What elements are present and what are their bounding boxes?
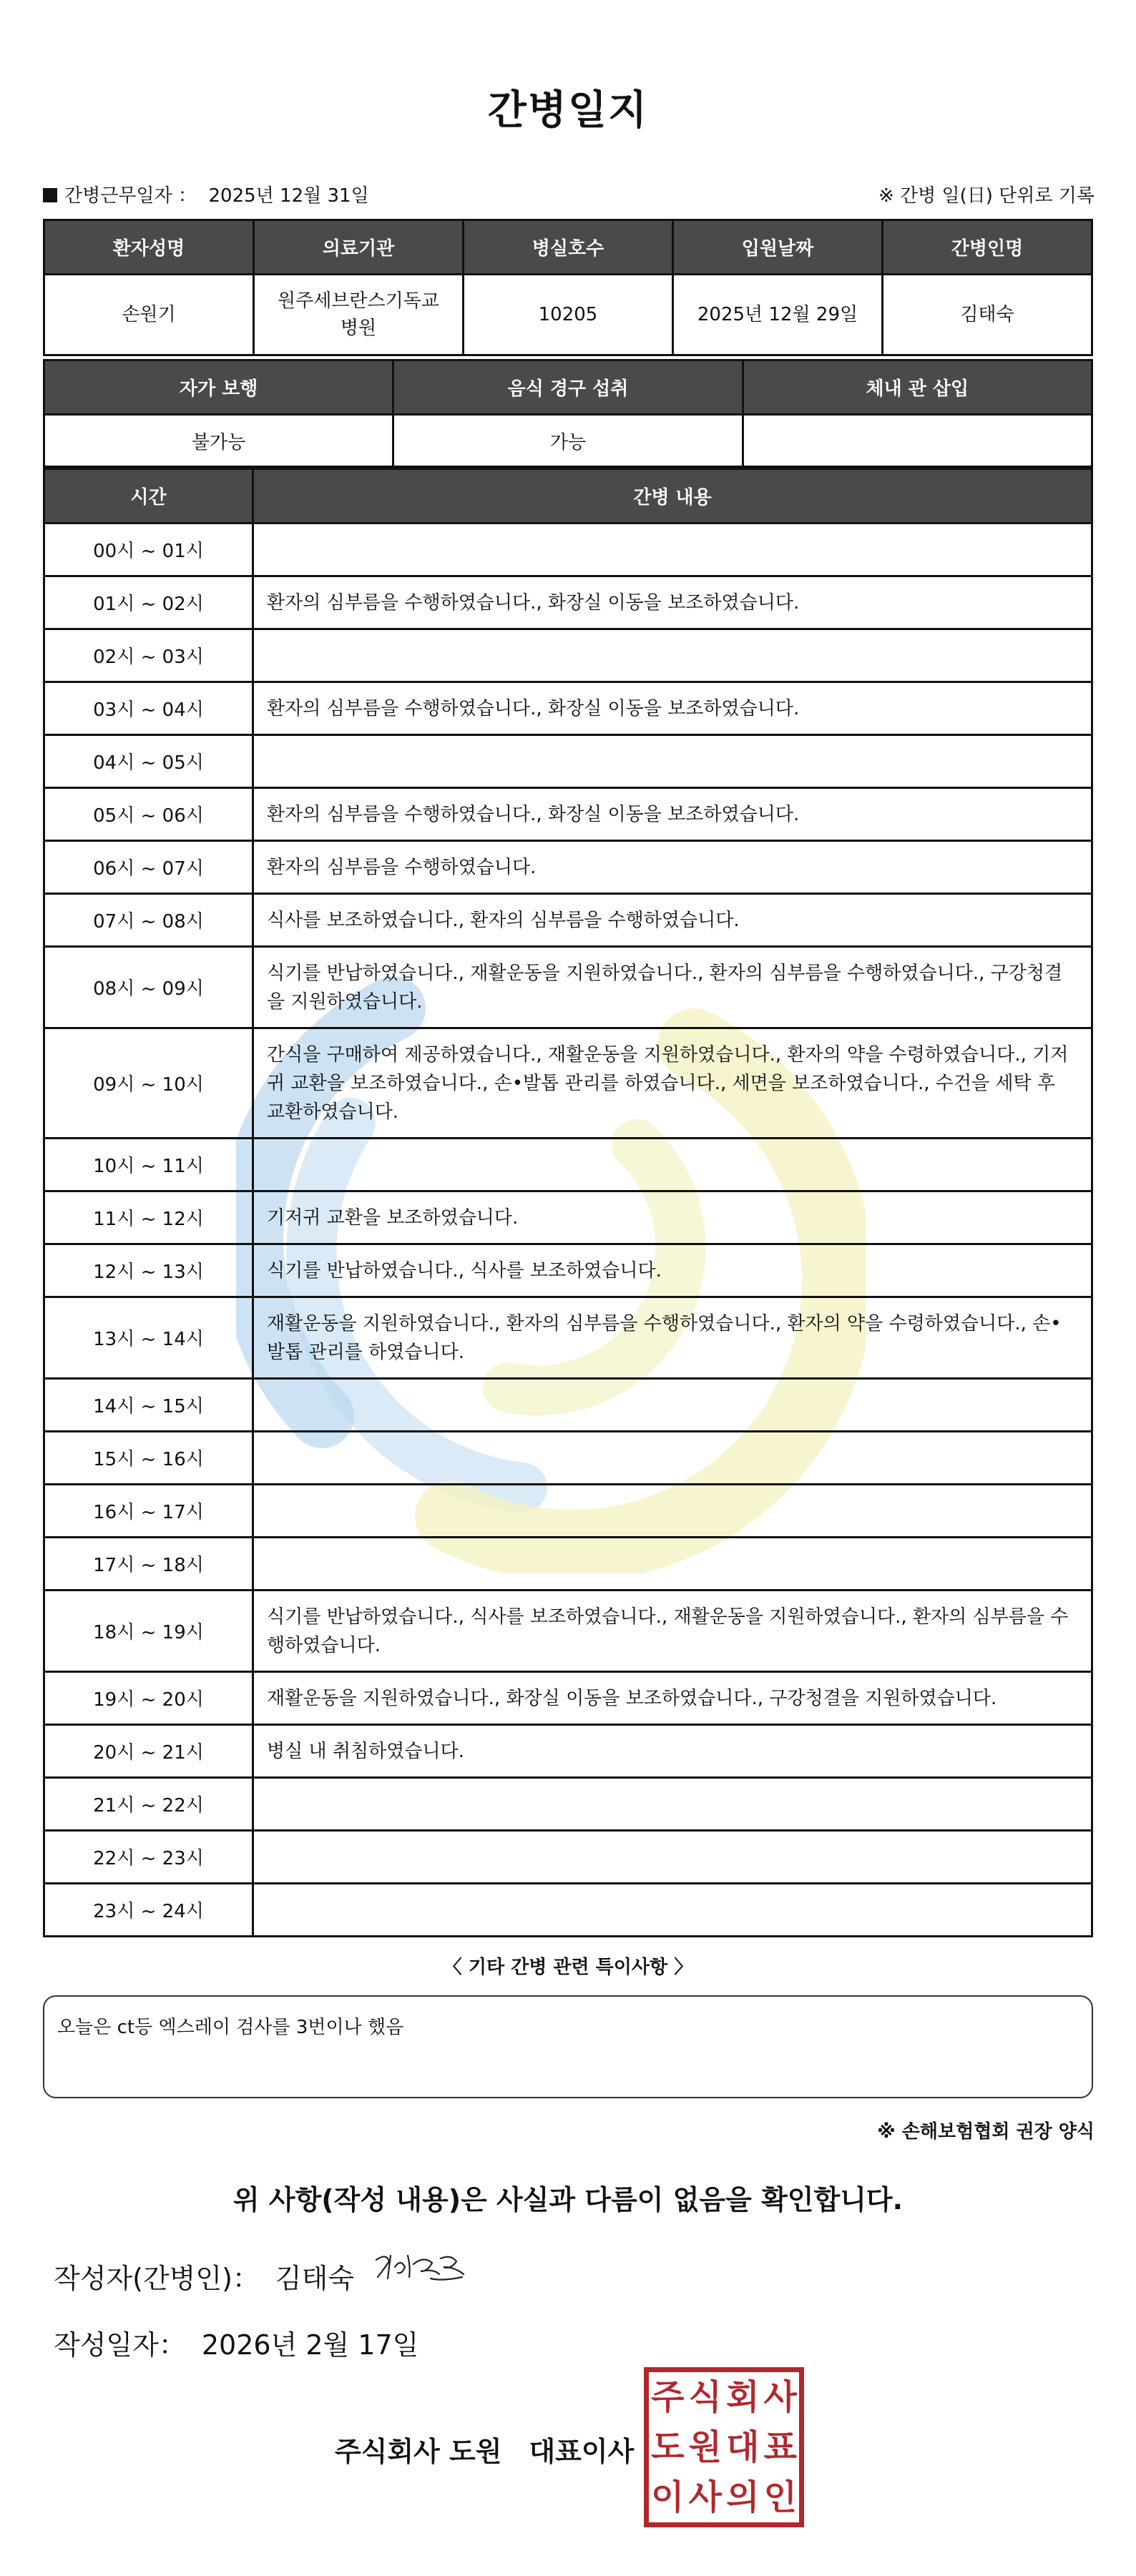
confirmation-statement: 위 사항(작성 내용)은 사실과 다름이 없음을 확인합니다. [232, 2184, 904, 2216]
log-time: 22시 ~ 23시 [44, 1831, 253, 1884]
log-content: 식기를 반납하였습니다., 식사를 보조하였습니다., 재활운동을 지원하였습니다., 환자의 심부름을 수행하였습니다. [253, 1591, 1092, 1672]
notes-title: 〈 기타 간병 관련 특이사항 〉 [443, 1957, 693, 1978]
log-content [253, 1379, 1092, 1432]
seal-character: 의 [726, 2477, 760, 2517]
log-row [44, 841, 1092, 894]
header-caregiver: 간병인명 [883, 220, 1092, 275]
handwritten-signature [371, 2246, 478, 2289]
seal-character: 대 [726, 2427, 760, 2467]
log-time: 18시 ~ 19시 [44, 1591, 253, 1672]
log-time: 11시 ~ 12시 [44, 1191, 253, 1244]
log-row [44, 1485, 1092, 1538]
caregiver-name: 김태숙 [883, 275, 1092, 355]
log-content [253, 1538, 1092, 1591]
log-row [44, 1297, 1092, 1379]
page-title: 간병일지 [487, 87, 649, 134]
notes-text: 오늘은 ct등 엑스레이 검사를 3번이나 했음 [57, 2017, 404, 2038]
log-time: 12시 ~ 13시 [44, 1244, 253, 1297]
log-content [253, 1778, 1092, 1831]
patient-info-table [43, 219, 1093, 356]
log-content: 병실 내 취침하였습니다. [253, 1725, 1092, 1778]
log-time: 08시 ~ 09시 [44, 947, 253, 1028]
log-content [253, 523, 1092, 576]
header-admission-date: 입원날짜 [673, 220, 883, 275]
header-self-walking: 자가 보행 [44, 360, 393, 415]
seal-character: 표 [763, 2427, 797, 2467]
header-time: 시간 [44, 469, 253, 523]
log-row [44, 1139, 1092, 1191]
log-content [253, 1432, 1092, 1485]
log-row [44, 1725, 1092, 1778]
self-walking-value: 불가능 [44, 415, 393, 467]
log-time: 02시 ~ 03시 [44, 629, 253, 682]
header-hospital: 의료기관 [254, 220, 464, 275]
log-time: 16시 ~ 17시 [44, 1485, 253, 1538]
written-date-line [54, 2323, 418, 2362]
care-log-body [44, 523, 1092, 1937]
log-time: 19시 ~ 20시 [44, 1672, 253, 1725]
log-content [253, 1139, 1092, 1191]
log-content: 환자의 심부름을 수행하였습니다., 화장실 이동을 보조하였습니다. [253, 788, 1092, 841]
log-row [44, 682, 1092, 735]
log-time: 10시 ~ 11시 [44, 1139, 253, 1191]
log-content [253, 1485, 1092, 1538]
log-content [253, 1884, 1092, 1937]
care-log-table [43, 468, 1093, 1937]
log-time: 05시 ~ 06시 [44, 788, 253, 841]
log-time: 06시 ~ 07시 [44, 841, 253, 894]
log-time: 01시 ~ 02시 [44, 576, 253, 629]
notes-box [43, 1995, 1093, 2098]
seal-character: 회 [726, 2377, 760, 2417]
log-content [253, 735, 1092, 788]
log-time: 20시 ~ 21시 [44, 1725, 253, 1778]
work-date-value: 2025년 12월 31일 [208, 185, 369, 207]
admission-date: 2025년 12월 29일 [673, 275, 883, 355]
tube-insertion-value [743, 415, 1092, 467]
log-row [44, 735, 1092, 788]
log-row [44, 1778, 1092, 1831]
log-time: 17시 ~ 18시 [44, 1538, 253, 1591]
log-row [44, 1028, 1092, 1139]
seal-character: 인 [763, 2477, 797, 2517]
log-time: 03시 ~ 04시 [44, 682, 253, 735]
patient-name: 손원기 [44, 275, 254, 355]
square-bullet-icon [43, 188, 57, 202]
oral-intake-value: 가능 [393, 415, 743, 467]
log-time: 21시 ~ 22시 [44, 1778, 253, 1831]
log-row [44, 1191, 1092, 1244]
seal-character: 사 [688, 2477, 722, 2517]
patient-ability-table [43, 359, 1093, 468]
log-time: 13시 ~ 14시 [44, 1297, 253, 1379]
seal-character: 이 [651, 2477, 685, 2517]
written-date-value: 2026년 2월 17일 [201, 2329, 419, 2361]
log-time: 04시 ~ 05시 [44, 735, 253, 788]
log-content: 환자의 심부름을 수행하였습니다., 화장실 이동을 보조하였습니다. [253, 576, 1092, 629]
work-date [43, 181, 369, 207]
log-content: 식사를 보조하였습니다., 환자의 심부름을 수행하였습니다. [253, 894, 1092, 947]
log-row [44, 1538, 1092, 1591]
header-oral-intake: 음식 경구 섭취 [393, 360, 743, 415]
log-time: 07시 ~ 08시 [44, 894, 253, 947]
log-row [44, 1244, 1092, 1297]
writer-line [54, 2256, 354, 2296]
hospital-name: 원주세브란스기독교병원 [254, 275, 464, 355]
writer-name: 김태숙 [275, 2263, 355, 2294]
log-content [253, 629, 1092, 682]
log-content [253, 1831, 1092, 1884]
log-content: 재활운동을 지원하였습니다., 화장실 이동을 보조하였습니다., 구강청결을 지원하였습니다. [253, 1672, 1092, 1725]
work-date-label: 간병근무일자 ： [64, 185, 197, 207]
log-row [44, 629, 1092, 682]
log-row [44, 523, 1092, 576]
header-patient-name: 환자성명 [44, 220, 254, 275]
company-representative: 주식회사 도원 대표이사 [335, 2436, 635, 2467]
seal-character: 사 [763, 2377, 797, 2417]
association-note: ※ 손해보험협회 권장 양식 [877, 2121, 1095, 2143]
log-row [44, 576, 1092, 629]
log-row [44, 1432, 1092, 1485]
seal-character: 식 [688, 2377, 722, 2417]
log-time: 00시 ~ 01시 [44, 523, 253, 576]
log-content: 식기를 반납하였습니다., 재활운동을 지원하였습니다., 환자의 심부름을 수행하였습니다., 구강청결을 지원하였습니다. [253, 947, 1092, 1028]
header-care-content: 간병 내용 [253, 469, 1092, 523]
log-content: 재활운동을 지원하였습니다., 환자의 심부름을 수행하였습니다., 환자의 약을 수령하였습니다., 손•발톱 관리를 하였습니다. [253, 1297, 1092, 1379]
log-time: 23시 ~ 24시 [44, 1884, 253, 1937]
log-row [44, 1884, 1092, 1937]
company-seal-stamp [644, 2367, 804, 2527]
log-row [44, 947, 1092, 1028]
unit-note: ※ 간병 일(日) 단위로 기록 [878, 185, 1095, 207]
header-tube-insertion: 체내 관 삽입 [743, 360, 1092, 415]
log-content: 간식을 구매하여 제공하였습니다., 재활운동을 지원하였습니다., 환자의 약을 수령하였습니다., 기저귀 교환을 보조하였습니다., 손•발톱 관리를 하였습니다., 세면을 보조하였습니다., 수건을 세탁 후 교환하였습니다. [253, 1028, 1092, 1139]
log-content: 환자의 심부름을 수행하였습니다., 화장실 이동을 보조하였습니다. [253, 682, 1092, 735]
log-row [44, 1672, 1092, 1725]
log-row [44, 1379, 1092, 1432]
log-content: 환자의 심부름을 수행하였습니다. [253, 841, 1092, 894]
log-row [44, 1591, 1092, 1672]
header-room: 병실호수 [464, 220, 673, 275]
log-content: 식기를 반납하였습니다., 식사를 보조하였습니다. [253, 1244, 1092, 1297]
log-content: 기저귀 교환을 보조하였습니다. [253, 1191, 1092, 1244]
log-row [44, 788, 1092, 841]
log-row [44, 1831, 1092, 1884]
log-time: 09시 ~ 10시 [44, 1028, 253, 1139]
log-time: 14시 ~ 15시 [44, 1379, 253, 1432]
writer-label: 작성자(간병인)： [54, 2263, 260, 2294]
room-number: 10205 [464, 275, 673, 355]
seal-character: 주 [651, 2377, 685, 2417]
log-row [44, 894, 1092, 947]
seal-character: 원 [688, 2427, 722, 2467]
written-date-label: 작성일자： [54, 2329, 186, 2361]
seal-character: 도 [651, 2427, 685, 2467]
log-time: 15시 ~ 16시 [44, 1432, 253, 1485]
